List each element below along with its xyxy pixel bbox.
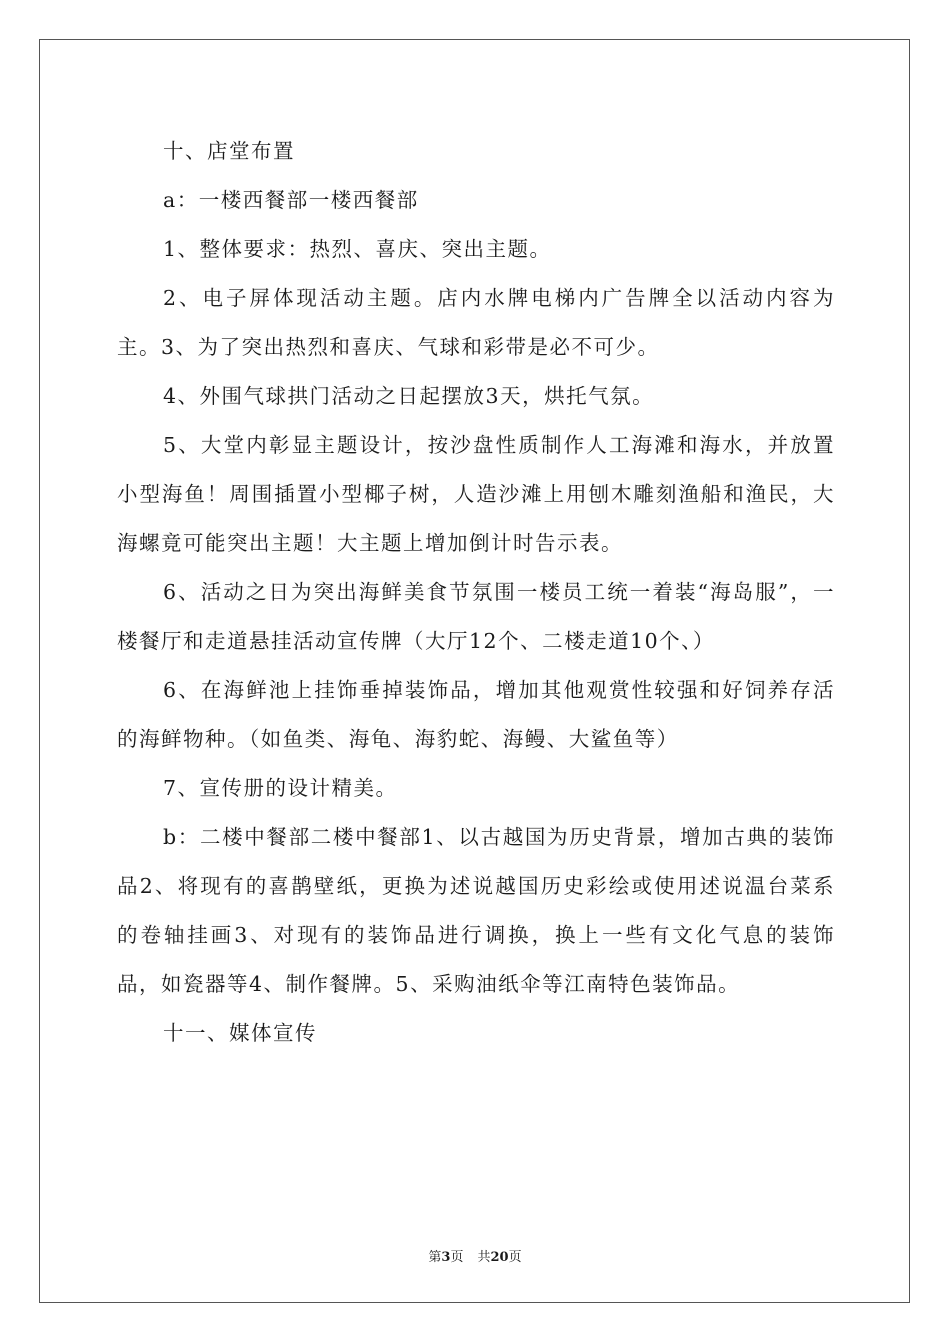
paragraph-screen-and-balloons: 2、电子屏体现活动主题。店内水牌电梯内广告牌全以活动内容为主。3、为了突出热烈和喜庆、气球和彩带是必不可少。 bbox=[117, 286, 835, 359]
paragraph-chinese-restaurant: b：二楼中餐部二楼中餐部1、以古越国为历史背景，增加古典的装饰品2、将现有的喜鹊壁纸，更换为述说越国历史彩绘或使用述说温台菜系的卷轴挂画3、对现有的装饰品进行调换，换上一些有文化气息的装饰品，如瓷器等4、制作餐牌。5、采购油纸伞等江南特色装饰品。 bbox=[117, 825, 835, 996]
page-suffix: 页 bbox=[450, 1250, 464, 1265]
total-prefix: 共 bbox=[477, 1250, 491, 1265]
page-number: 3 bbox=[441, 1250, 451, 1265]
paragraph-brochure: 7、宣传册的设计精美。 bbox=[163, 776, 398, 800]
subsection-heading-western: a：一楼西餐部一楼西餐部 bbox=[163, 188, 419, 212]
total-suffix: 页 bbox=[508, 1250, 522, 1265]
total-pages: 20 bbox=[490, 1250, 509, 1265]
section-heading-store-layout: 十、店堂布置 bbox=[163, 139, 295, 163]
section-heading-media: 十一、媒体宣传 bbox=[163, 1021, 317, 1045]
page-footer bbox=[0, 1246, 950, 1265]
page-prefix: 第 bbox=[428, 1250, 442, 1265]
paragraph-seafood-pool: 6、在海鲜池上挂饰垂掉装饰品，增加其他观赏性较强和好饲养存活的海鲜物种。（如鱼类、海龟、海豹蛇、海鳗、大鲨鱼等） bbox=[117, 678, 835, 751]
paragraph-lobby-theme: 5、大堂内彰显主题设计，按沙盘性质制作人工海滩和海水，并放置小型海鱼！周围插置小型椰子树，人造沙滩上用刨木雕刻渔船和渔民，大海螺竟可能突出主题！大主题上增加倒计时告示表。 bbox=[117, 433, 835, 555]
paragraph-staff-uniform: 6、活动之日为突出海鲜美食节氛围一楼员工统一着装“海岛服”，一楼餐厅和走道悬挂活动宣传牌（大厅12个、二楼走道10个、） bbox=[117, 580, 835, 653]
paragraph-balloon-arch: 4、外围气球拱门活动之日起摆放3天，烘托气氛。 bbox=[163, 384, 655, 408]
paragraph-overall-requirement: 1、整体要求：热烈、喜庆、突出主题。 bbox=[163, 237, 552, 261]
document-body bbox=[117, 127, 835, 1058]
